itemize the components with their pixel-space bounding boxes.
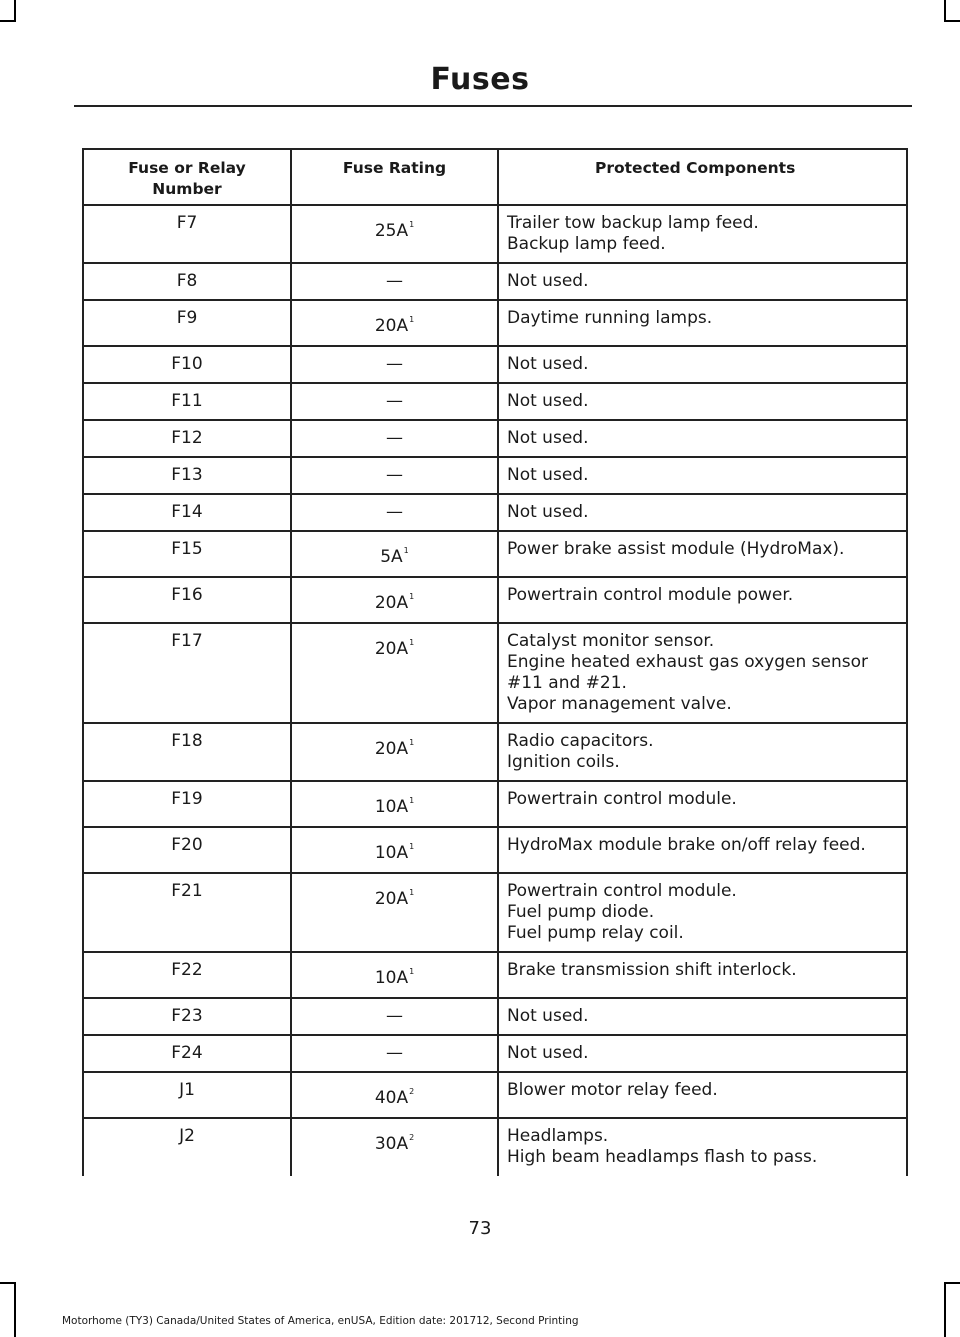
fuse-rating-value: —: [386, 354, 403, 374]
fuse-number-cell: F23: [83, 998, 291, 1035]
fuse-rating-value: 10A: [374, 968, 409, 988]
fuse-number-cell: F16: [83, 577, 291, 623]
protected-components-cell: [498, 623, 907, 723]
component-line: Catalyst monitor sensor.: [507, 631, 715, 651]
protected-components-cell: [498, 998, 907, 1035]
table-header-row: [83, 149, 907, 205]
table-row: [83, 623, 907, 723]
table-row: [83, 577, 907, 623]
table-row: [83, 383, 907, 420]
component-line: Ignition coils.: [507, 752, 620, 772]
fuse-number-cell: F17: [83, 623, 291, 723]
fuse-rating-cell: [291, 998, 498, 1035]
crop-mark: [0, 20, 16, 22]
table-row: [83, 346, 907, 383]
table-row: [83, 723, 907, 781]
fuse-rating-value: 20A: [374, 639, 409, 659]
component-line: Not used.: [507, 391, 589, 411]
fuse-number-cell: F24: [83, 1035, 291, 1072]
component-line: Not used.: [507, 502, 589, 522]
protected-components-cell: [498, 531, 907, 577]
component-line: High beam headlamps flash to pass.: [507, 1147, 818, 1167]
table-row: [83, 494, 907, 531]
fuse-number-cell: F12: [83, 420, 291, 457]
table-row: [83, 998, 907, 1035]
fuse-number-cell: F11: [83, 383, 291, 420]
footer-edition-text: Motorhome (TY3) Canada/United States of America, enUSA, Edition date: 201712, Second Printing: [62, 1315, 579, 1327]
fuse-rating-cell: [291, 827, 498, 873]
protected-components-cell: [498, 205, 907, 263]
table-row: [83, 952, 907, 998]
crop-mark: [944, 0, 946, 22]
header-fuse-rating: Fuse Rating: [291, 149, 498, 205]
fuse-number-cell: F9: [83, 300, 291, 346]
component-line: Not used.: [507, 428, 589, 448]
component-line: Powertrain control module power.: [507, 585, 794, 605]
protected-components-cell: [498, 723, 907, 781]
protected-components-cell: [498, 383, 907, 420]
component-line: Not used.: [507, 354, 589, 374]
fuse-rating-cell: [291, 420, 498, 457]
title-divider: [74, 105, 912, 107]
fuse-number-cell: F13: [83, 457, 291, 494]
crop-mark: [14, 1282, 16, 1337]
crop-mark: [944, 1282, 946, 1337]
fuse-number-cell: J1: [83, 1072, 291, 1118]
component-line: Powertrain control module.: [507, 881, 737, 901]
protected-components-cell: [498, 952, 907, 998]
crop-mark: [14, 0, 16, 22]
fuse-rating-cell: [291, 531, 498, 577]
protected-components-cell: [498, 263, 907, 300]
fuse-number-cell: F10: [83, 346, 291, 383]
fuse-rating-value: 10A: [374, 843, 409, 863]
protected-components-cell: [498, 300, 907, 346]
fuse-rating-cell: [291, 457, 498, 494]
fuse-rating-value: —: [386, 1043, 403, 1063]
protected-components-cell: [498, 420, 907, 457]
component-line: Trailer tow backup lamp feed.: [507, 213, 759, 233]
footnote-marker: 1: [409, 315, 415, 324]
fuse-number-cell: F7: [83, 205, 291, 263]
fuse-rating-cell: [291, 577, 498, 623]
fuse-rating-value: —: [386, 465, 403, 485]
protected-components-cell: [498, 827, 907, 873]
table-row: [83, 420, 907, 457]
fuse-rating-cell: [291, 1118, 498, 1176]
component-line: Power brake assist module (HydroMax).: [507, 539, 845, 559]
table-row: [83, 205, 907, 263]
component-line: Blower motor relay feed.: [507, 1080, 718, 1100]
footnote-marker: 1: [409, 888, 415, 897]
fuse-number-cell: F20: [83, 827, 291, 873]
protected-components-cell: [498, 1035, 907, 1072]
fuse-number-cell: F22: [83, 952, 291, 998]
fuse-rating-cell: [291, 300, 498, 346]
page-title: Fuses: [430, 62, 530, 97]
component-line: Powertrain control module.: [507, 789, 737, 809]
component-line: Not used.: [507, 1043, 589, 1063]
fuse-rating-value: 20A: [374, 889, 409, 909]
footnote-marker: 2: [409, 1133, 415, 1142]
fuse-rating-cell: [291, 494, 498, 531]
fuse-rating-cell: [291, 952, 498, 998]
fuse-rating-value: —: [386, 271, 403, 291]
fuse-rating-cell: [291, 263, 498, 300]
protected-components-cell: [498, 494, 907, 531]
fuse-rating-value: 10A: [374, 797, 409, 817]
footnote-marker: 1: [409, 967, 415, 976]
fuse-rating-cell: [291, 623, 498, 723]
component-line: Not used.: [507, 1006, 589, 1026]
component-line: Engine heated exhaust gas oxygen sensor #11 and #21.: [507, 652, 868, 693]
component-line: Daytime running lamps.: [507, 308, 713, 328]
component-line: Fuel pump relay coil.: [507, 923, 684, 943]
component-line: Not used.: [507, 271, 589, 291]
fuse-rating-cell: [291, 346, 498, 383]
footnote-marker: 1: [409, 796, 415, 805]
table-row: [83, 1118, 907, 1176]
component-line: Brake transmission shift interlock.: [507, 960, 797, 980]
footnote-marker: 1: [409, 638, 415, 647]
table-row: [83, 827, 907, 873]
fuse-number-cell: F8: [83, 263, 291, 300]
protected-components-cell: [498, 577, 907, 623]
fuse-rating-value: —: [386, 391, 403, 411]
protected-components-cell: [498, 457, 907, 494]
fuse-rating-value: 40A: [374, 1088, 409, 1108]
header-fuse-number: Fuse or Relay Number: [83, 149, 291, 205]
component-line: Vapor management valve.: [507, 694, 732, 714]
crop-mark: [944, 20, 960, 22]
fuse-rating-value: —: [386, 428, 403, 448]
footnote-marker: 1: [409, 842, 415, 851]
footnote-marker: 1: [409, 592, 415, 601]
table-row: [83, 531, 907, 577]
protected-components-cell: [498, 346, 907, 383]
table-row: [83, 1035, 907, 1072]
component-line: HydroMax module brake on/off relay feed.: [507, 835, 866, 855]
fuse-number-cell: F18: [83, 723, 291, 781]
fuse-number-cell: F19: [83, 781, 291, 827]
header-protected-components: Protected Components: [498, 149, 907, 205]
fuse-table: [82, 148, 908, 1176]
fuse-rating-cell: [291, 383, 498, 420]
table-row: [83, 873, 907, 952]
component-line: Headlamps.: [507, 1126, 609, 1146]
fuse-rating-value: 20A: [374, 739, 409, 759]
fuse-rating-value: 20A: [374, 316, 409, 336]
fuse-number-cell: F21: [83, 873, 291, 952]
page-number: 73: [468, 1218, 492, 1239]
table-row: [83, 781, 907, 827]
fuse-rating-cell: [291, 781, 498, 827]
fuse-number-cell: F15: [83, 531, 291, 577]
footnote-marker: 1: [409, 738, 415, 747]
table-row: [83, 263, 907, 300]
crop-mark: [944, 1282, 960, 1284]
footnote-marker: 1: [409, 220, 415, 229]
fuse-rating-cell: [291, 1035, 498, 1072]
footnote-marker: 1: [403, 546, 409, 555]
fuse-rating-value: 5A: [380, 547, 403, 567]
fuse-rating-value: 30A: [374, 1134, 409, 1154]
table-row: [83, 1072, 907, 1118]
fuse-rating-value: —: [386, 502, 403, 522]
fuse-rating-cell: [291, 1072, 498, 1118]
fuse-rating-cell: [291, 873, 498, 952]
fuse-rating-value: 20A: [374, 593, 409, 613]
table-row: [83, 300, 907, 346]
fuse-rating-cell: [291, 205, 498, 263]
component-line: Radio capacitors.: [507, 731, 654, 751]
fuse-rating-value: —: [386, 1006, 403, 1026]
fuse-number-cell: F14: [83, 494, 291, 531]
footnote-marker: 2: [409, 1087, 415, 1096]
fuse-rating-cell: [291, 723, 498, 781]
component-line: Backup lamp feed.: [507, 234, 666, 254]
fuse-rating-value: 25A: [374, 221, 409, 241]
fuse-number-cell: J2: [83, 1118, 291, 1176]
component-line: Not used.: [507, 465, 589, 485]
protected-components-cell: [498, 873, 907, 952]
protected-components-cell: [498, 1072, 907, 1118]
protected-components-cell: [498, 1118, 907, 1176]
protected-components-cell: [498, 781, 907, 827]
component-line: Fuel pump diode.: [507, 902, 655, 922]
table-row: [83, 457, 907, 494]
crop-mark: [0, 1282, 16, 1284]
